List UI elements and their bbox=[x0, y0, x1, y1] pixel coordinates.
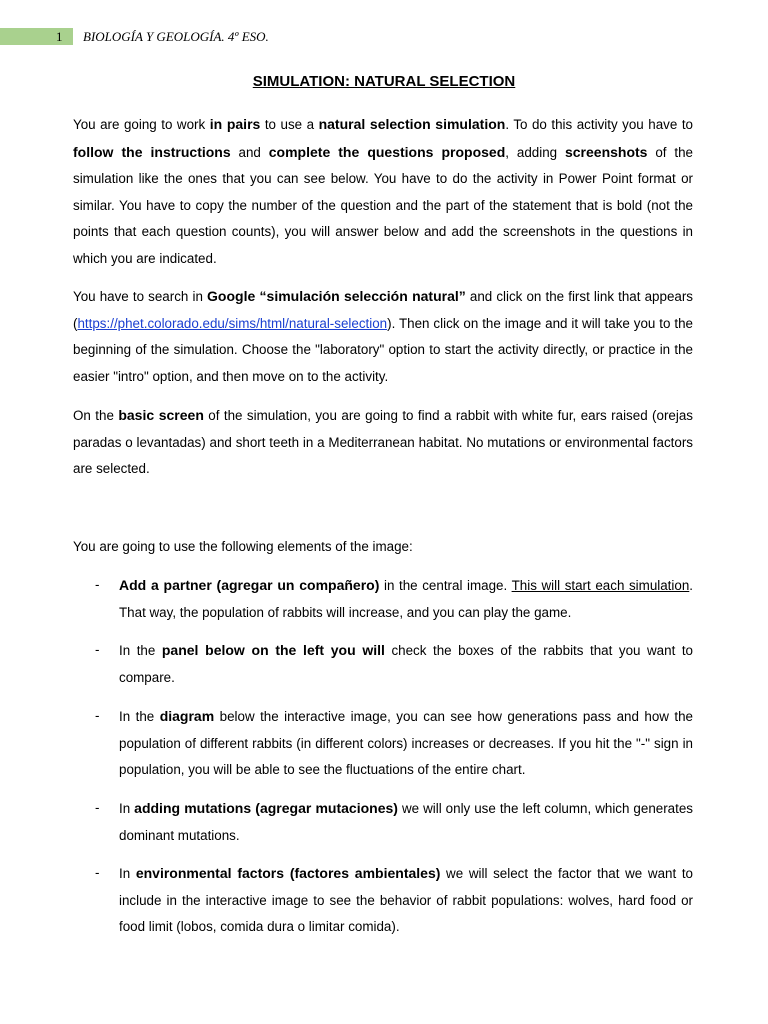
text-run: , adding bbox=[505, 144, 565, 160]
text-run: we will only use the left column, which generates dominant mutations. bbox=[119, 801, 693, 843]
phet-link[interactable]: https://phet.colorado.edu/sims/html/natural-selection bbox=[77, 315, 388, 331]
bold-run: screenshots bbox=[564, 143, 648, 160]
text-run: to use a bbox=[260, 117, 319, 132]
bullet-add-partner bbox=[119, 572, 693, 626]
text-run: On the bbox=[73, 408, 119, 423]
text-run: In bbox=[119, 801, 135, 816]
text-run: In the bbox=[119, 709, 160, 724]
bullet-dash: - bbox=[95, 708, 100, 723]
bullet-panel bbox=[119, 637, 693, 691]
bold-run: complete the questions proposed bbox=[268, 143, 506, 160]
text-run: In the bbox=[119, 643, 162, 658]
bold-run: follow the instructions bbox=[73, 143, 231, 160]
bold-run: in pairs bbox=[209, 116, 261, 132]
search-paragraph bbox=[73, 283, 693, 390]
bullet-dash: - bbox=[95, 865, 100, 880]
text-run: and click on the first link that appears ( bbox=[73, 289, 693, 331]
bullet-dash: - bbox=[95, 577, 100, 592]
text-run: below the interactive image, you can see how generations pass and how the population of different rabbits (in different colors) increases or decreases. If you hit the "-" sign in population, you will be able to see the fluctuations of the entire chart. bbox=[119, 709, 693, 778]
bold-run: basic screen bbox=[118, 407, 204, 423]
intro-paragraph bbox=[73, 111, 693, 273]
text-run: we will select the factor that we want to include in the interactive image to see the behavior of rabbit populations: wolves, hard food or food limit (lobos, comida dura o limitar comida). bbox=[119, 866, 694, 935]
text-run: and bbox=[230, 144, 269, 160]
bold-run: natural selection simulation bbox=[318, 116, 506, 132]
text-run: ). Then click on the image and it will take you to the beginning of the simulation. Choose the "laboratory" option to start the activity directly, or practice in the easier "intro" option, and then move on to the activity. bbox=[73, 315, 693, 384]
elements-intro: You are going to use the following elements of the image: bbox=[73, 539, 413, 554]
bold-run: diagram bbox=[159, 708, 215, 724]
bullet-environmental-factors bbox=[119, 860, 693, 941]
text-run: . That way, the population of rabbits will increase, and you can play the game. bbox=[119, 578, 694, 620]
basic-screen-paragraph bbox=[73, 402, 693, 483]
text-run: check the boxes of the rabbits that you want to compare. bbox=[119, 643, 693, 685]
bold-run: environmental factors (factores ambientales) bbox=[135, 865, 441, 881]
text-run: You are going to work bbox=[73, 117, 210, 132]
text-run: You have to search in bbox=[73, 289, 208, 304]
text-run: of the simulation, you are going to find a rabbit with white fur, ears raised (orejas paradas o levantadas) and short teeth in a Mediterranean habitat. No mutations or environmental factors are selected. bbox=[73, 408, 693, 477]
bold-run: adding mutations (agregar mutaciones) bbox=[134, 800, 398, 816]
bold-run: panel below on the left you will bbox=[161, 642, 385, 658]
bold-run: Add a partner (agregar un compañero) bbox=[119, 577, 380, 593]
text-run: . To do this activity you have to bbox=[505, 117, 693, 132]
course-title: BIOLOGÍA Y GEOLOGÍA. 4º ESO. bbox=[83, 29, 269, 44]
bullet-mutations bbox=[119, 795, 693, 849]
text-run: of the simulation like the ones that you can see below. You have to do the activity in Power Point format or similar. You have to copy the number of the question and the part of the statement that is bold (not the points that each question counts), you will answer below and add the screenshots in the questions in which you are indicated. bbox=[73, 144, 694, 266]
bullet-diagram bbox=[119, 703, 693, 784]
page-title: SIMULATION: NATURAL SELECTION bbox=[252, 73, 516, 90]
bullet-dash: - bbox=[95, 642, 100, 657]
page-number: 1 bbox=[56, 29, 63, 44]
bullet-dash: - bbox=[95, 800, 100, 815]
underlined-run: This will start each simulation bbox=[511, 578, 690, 593]
text-run: in the central image. bbox=[379, 578, 512, 593]
bold-run: Google “simulación selección natural” bbox=[207, 288, 466, 304]
text-run: In bbox=[119, 866, 136, 881]
